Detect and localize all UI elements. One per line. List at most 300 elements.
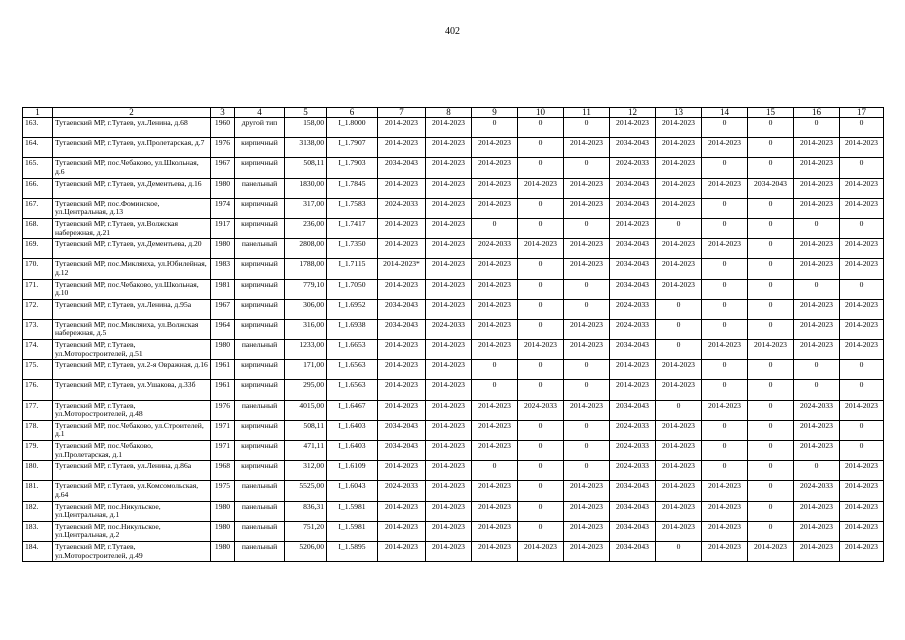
table-cell-c11: 2014-2023 <box>564 138 610 158</box>
table-cell-wall: панельный <box>235 481 285 501</box>
table-cell-c11: 2014-2023 <box>564 198 610 218</box>
table-cell-area: 4015,00 <box>285 400 327 420</box>
table-cell-c16: 2024-2033 <box>794 481 840 501</box>
table-cell-idx: I_1.7417 <box>327 218 378 238</box>
column-header: 9 <box>472 108 518 118</box>
table-cell-c13: 2014-2023 <box>656 481 702 501</box>
table-cell-c15: 0 <box>748 461 794 481</box>
table-cell-c12: 2024-2033 <box>610 420 656 440</box>
table-cell-wall: панельный <box>235 541 285 561</box>
table-cell-c15: 0 <box>748 380 794 400</box>
table-cell-n: 166. <box>23 178 53 198</box>
table-cell-c17: 2014-2023 <box>840 400 884 420</box>
table-cell-area: 171,00 <box>285 360 327 380</box>
table-cell-c13: 2014-2023 <box>656 441 702 461</box>
table-cell-c17: 2014-2023 <box>840 521 884 541</box>
table-cell-year: 1974 <box>211 198 235 218</box>
table-cell-c15: 0 <box>748 319 794 339</box>
table-cell-c13: 0 <box>656 299 702 319</box>
table-cell-c7: 2014-2023 <box>378 501 426 521</box>
table-cell-c16: 2014-2023 <box>794 420 840 440</box>
column-header: 8 <box>426 108 472 118</box>
table-row <box>23 319 884 339</box>
table-cell-wall: кирпичный <box>235 198 285 218</box>
table-cell-n: 178. <box>23 420 53 440</box>
table-cell-wall: кирпичный <box>235 360 285 380</box>
table-cell-c8: 2014-2023 <box>426 420 472 440</box>
table-cell-year: 1983 <box>211 259 235 279</box>
table-cell-c10: 0 <box>518 158 564 178</box>
table-cell-c17: 2014-2023 <box>840 198 884 218</box>
table-cell-c14: 2014-2023 <box>702 400 748 420</box>
table-row <box>23 501 884 521</box>
table-header-row <box>23 108 884 118</box>
column-header: 5 <box>285 108 327 118</box>
table-cell-c11: 2014-2023 <box>564 501 610 521</box>
table-cell-addr: Тутаевский МР, пос.Микляиха, ул.Юбилейная, д.12 <box>53 259 211 279</box>
table-cell-year: 1976 <box>211 138 235 158</box>
table-cell-c15: 0 <box>748 360 794 380</box>
table-cell-c7: 2034-2043 <box>378 420 426 440</box>
table-cell-year: 1960 <box>211 118 235 138</box>
table-cell-c11: 0 <box>564 279 610 299</box>
table-cell-n: 171. <box>23 279 53 299</box>
table-cell-c14: 0 <box>702 279 748 299</box>
table-cell-c12: 2034-2043 <box>610 178 656 198</box>
column-header: 2 <box>53 108 211 118</box>
table-cell-c7: 2024-2033 <box>378 481 426 501</box>
table-cell-c12: 2014-2023 <box>610 218 656 238</box>
table-cell-c14: 2014-2023 <box>702 521 748 541</box>
table-cell-year: 1961 <box>211 360 235 380</box>
table-cell-addr: Тутаевский МР, пос.Чебаково, ул.Строителей, д.1 <box>53 420 211 440</box>
table-cell-c14: 0 <box>702 158 748 178</box>
table-cell-c8: 2014-2023 <box>426 158 472 178</box>
table-cell-year: 1980 <box>211 178 235 198</box>
table-cell-n: 183. <box>23 521 53 541</box>
table-cell-c9: 2014-2023 <box>472 279 518 299</box>
table-cell-c17: 2014-2023 <box>840 340 884 360</box>
table-cell-c9: 2014-2023 <box>472 481 518 501</box>
table-cell-c14: 0 <box>702 420 748 440</box>
table-cell-c8: 2014-2023 <box>426 239 472 259</box>
table-cell-c11: 0 <box>564 218 610 238</box>
table-cell-c14: 0 <box>702 198 748 218</box>
table-cell-addr: Тутаевский МР, г.Тутаев, ул.Комсомольская, д.64 <box>53 481 211 501</box>
table-cell-c7: 2014-2023 <box>378 138 426 158</box>
table-cell-c12: 2034-2043 <box>610 138 656 158</box>
table-cell-year: 1964 <box>211 319 235 339</box>
table-cell-addr: Тутаевский МР, г.Тутаев, ул.Ленина, д.86а <box>53 461 211 481</box>
table-cell-area: 1233,00 <box>285 340 327 360</box>
table-cell-n: 170. <box>23 259 53 279</box>
table-cell-c17: 0 <box>840 158 884 178</box>
table-cell-c11: 2014-2023 <box>564 319 610 339</box>
table-cell-c10: 0 <box>518 259 564 279</box>
table-cell-idx: I_1.6403 <box>327 441 378 461</box>
table-cell-c8: 2014-2023 <box>426 400 472 420</box>
table-cell-c16: 2014-2023 <box>794 158 840 178</box>
table-cell-c7: 2034-2043 <box>378 158 426 178</box>
table-cell-c10: 0 <box>518 380 564 400</box>
table-cell-c16: 2024-2033 <box>794 400 840 420</box>
table-cell-area: 317,00 <box>285 198 327 218</box>
column-header: 12 <box>610 108 656 118</box>
table-cell-c15: 0 <box>748 239 794 259</box>
table-cell-addr: Тутаевский МР, пос.Фоминское, ул.Центральная, д.13 <box>53 198 211 218</box>
table-cell-c12: 2034-2043 <box>610 279 656 299</box>
table-cell-c13: 2014-2023 <box>656 279 702 299</box>
table-cell-area: 508,11 <box>285 158 327 178</box>
table-cell-idx: I_1.6938 <box>327 319 378 339</box>
table-cell-c17: 2014-2023 <box>840 259 884 279</box>
table-cell-area: 236,00 <box>285 218 327 238</box>
table-cell-n: 165. <box>23 158 53 178</box>
table-cell-c9: 2014-2023 <box>472 501 518 521</box>
table-cell-c17: 2014-2023 <box>840 138 884 158</box>
table-cell-c15: 0 <box>748 299 794 319</box>
table-cell-c10: 2014-2023 <box>518 541 564 561</box>
table-cell-year: 1975 <box>211 481 235 501</box>
table-row <box>23 279 884 299</box>
table-cell-idx: I_1.5981 <box>327 501 378 521</box>
table-cell-c10: 2014-2023 <box>518 178 564 198</box>
table-cell-c14: 2014-2023 <box>702 501 748 521</box>
table-cell-n: 168. <box>23 218 53 238</box>
table-cell-c9: 2014-2023 <box>472 198 518 218</box>
column-header: 4 <box>235 108 285 118</box>
table-cell-c8: 2014-2023 <box>426 299 472 319</box>
table-cell-wall: панельный <box>235 178 285 198</box>
table-cell-area: 158,00 <box>285 118 327 138</box>
table-cell-c12: 2024-2033 <box>610 158 656 178</box>
table-cell-idx: I_1.6563 <box>327 380 378 400</box>
column-header: 7 <box>378 108 426 118</box>
table-cell-c8: 2014-2023 <box>426 279 472 299</box>
table-cell-c7: 2034-2043 <box>378 319 426 339</box>
table-cell-c16: 2014-2023 <box>794 239 840 259</box>
table-cell-wall: кирпичный <box>235 380 285 400</box>
table-cell-year: 1980 <box>211 239 235 259</box>
table-cell-c16: 2014-2023 <box>794 501 840 521</box>
table-cell-addr: Тутаевский МР, пос.Чебаково, ул.Школьная, д.6 <box>53 158 211 178</box>
table-cell-c17: 0 <box>840 279 884 299</box>
table-cell-idx: I_1.5895 <box>327 541 378 561</box>
table-cell-c16: 2014-2023 <box>794 319 840 339</box>
table-cell-c12: 2034-2043 <box>610 340 656 360</box>
table-cell-year: 1980 <box>211 501 235 521</box>
table-cell-addr: Тутаевский МР, г.Тутаев, ул.Моторостроителей, д.51 <box>53 340 211 360</box>
table-row <box>23 420 884 440</box>
table-cell-c16: 0 <box>794 279 840 299</box>
table-cell-addr: Тутаевский МР, г.Тутаев, ул.Моторостроителей, д.48 <box>53 400 211 420</box>
table-cell-c9: 2014-2023 <box>472 400 518 420</box>
table-cell-c9: 2014-2023 <box>472 420 518 440</box>
table-cell-c7: 2014-2023 <box>378 541 426 561</box>
table-cell-c10: 0 <box>518 501 564 521</box>
table-cell-c9: 2014-2023 <box>472 441 518 461</box>
table-cell-c10: 0 <box>518 279 564 299</box>
table-cell-c14: 0 <box>702 319 748 339</box>
table-cell-c16: 0 <box>794 461 840 481</box>
table-cell-n: 169. <box>23 239 53 259</box>
table-cell-c10: 0 <box>518 299 564 319</box>
table-cell-c13: 2014-2023 <box>656 420 702 440</box>
table-cell-c16: 0 <box>794 118 840 138</box>
table-cell-wall: панельный <box>235 400 285 420</box>
table-cell-c11: 2014-2023 <box>564 259 610 279</box>
table-cell-c13: 2014-2023 <box>656 461 702 481</box>
table-cell-c7: 2014-2023* <box>378 259 426 279</box>
table-cell-wall: кирпичный <box>235 279 285 299</box>
table-row <box>23 178 884 198</box>
table-cell-c10: 0 <box>518 360 564 380</box>
table-cell-c7: 2014-2023 <box>378 118 426 138</box>
table-cell-c13: 2014-2023 <box>656 360 702 380</box>
table-cell-c13: 2014-2023 <box>656 178 702 198</box>
table-cell-c7: 2014-2023 <box>378 279 426 299</box>
table-cell-c15: 0 <box>748 158 794 178</box>
table-cell-addr: Тутаевский МР, пос.Микляиха, ул.Волжская набережная, д.5 <box>53 319 211 339</box>
column-header: 15 <box>748 108 794 118</box>
table-cell-c15: 2014-2023 <box>748 340 794 360</box>
table-cell-c14: 2014-2023 <box>702 340 748 360</box>
table-cell-c8: 2014-2023 <box>426 218 472 238</box>
table-cell-c17: 0 <box>840 420 884 440</box>
table-cell-c10: 0 <box>518 218 564 238</box>
table-cell-year: 1980 <box>211 521 235 541</box>
table-cell-c10: 2014-2023 <box>518 340 564 360</box>
table-cell-wall: кирпичный <box>235 420 285 440</box>
table-cell-c11: 0 <box>564 360 610 380</box>
table-cell-n: 172. <box>23 299 53 319</box>
table-cell-c12: 2014-2023 <box>610 360 656 380</box>
table-cell-wall: панельный <box>235 239 285 259</box>
table-cell-c11: 2014-2023 <box>564 178 610 198</box>
column-header: 14 <box>702 108 748 118</box>
table-cell-c13: 0 <box>656 319 702 339</box>
table-cell-n: 179. <box>23 441 53 461</box>
table-cell-wall: панельный <box>235 340 285 360</box>
table-cell-idx: I_1.6563 <box>327 360 378 380</box>
table-cell-area: 836,31 <box>285 501 327 521</box>
table-cell-c9: 2014-2023 <box>472 299 518 319</box>
table-cell-n: 163. <box>23 118 53 138</box>
table-cell-c8: 2014-2023 <box>426 441 472 461</box>
table-cell-c10: 0 <box>518 441 564 461</box>
table-row <box>23 541 884 561</box>
table-row <box>23 340 884 360</box>
table-cell-c16: 2014-2023 <box>794 198 840 218</box>
table-cell-c8: 2014-2023 <box>426 340 472 360</box>
table-cell-c16: 2014-2023 <box>794 138 840 158</box>
column-header: 6 <box>327 108 378 118</box>
table-cell-c17: 0 <box>840 360 884 380</box>
table-cell-c11: 0 <box>564 420 610 440</box>
table-cell-idx: I_1.6043 <box>327 481 378 501</box>
table-cell-c12: 2034-2043 <box>610 541 656 561</box>
table-cell-idx: I_1.7845 <box>327 178 378 198</box>
table-cell-c10: 0 <box>518 118 564 138</box>
table-cell-idx: I_1.8000 <box>327 118 378 138</box>
table-cell-area: 306,00 <box>285 299 327 319</box>
table-cell-c17: 2014-2023 <box>840 481 884 501</box>
table-cell-idx: I_1.6653 <box>327 340 378 360</box>
table-cell-area: 751,20 <box>285 521 327 541</box>
table-cell-c9: 2014-2023 <box>472 541 518 561</box>
table-cell-c8: 2014-2023 <box>426 178 472 198</box>
data-table <box>22 107 884 562</box>
table-cell-wall: другой тип <box>235 118 285 138</box>
table-cell-c10: 0 <box>518 319 564 339</box>
table-cell-year: 1967 <box>211 158 235 178</box>
table-cell-c8: 2014-2023 <box>426 521 472 541</box>
table-cell-c16: 0 <box>794 380 840 400</box>
table-cell-c7: 2034-2043 <box>378 441 426 461</box>
table-cell-c10: 0 <box>518 521 564 541</box>
table-cell-c13: 2014-2023 <box>656 521 702 541</box>
table-cell-n: 175. <box>23 360 53 380</box>
table-cell-addr: Тутаевский МР, г.Тутаев, ул.Ленина, д.95а <box>53 299 211 319</box>
table-cell-c12: 2034-2043 <box>610 521 656 541</box>
column-header: 3 <box>211 108 235 118</box>
table-row <box>23 441 884 461</box>
table-cell-c15: 0 <box>748 481 794 501</box>
table-cell-year: 1968 <box>211 461 235 481</box>
table-cell-addr: Тутаевский МР, пос.Чебаково, ул.Школьная, д.10 <box>53 279 211 299</box>
table-cell-c7: 2014-2023 <box>378 521 426 541</box>
table-cell-c11: 2014-2023 <box>564 239 610 259</box>
table-cell-c11: 0 <box>564 441 610 461</box>
table-cell-idx: I_1.5981 <box>327 521 378 541</box>
table-cell-year: 1971 <box>211 420 235 440</box>
column-header: 10 <box>518 108 564 118</box>
table-cell-c8: 2014-2023 <box>426 461 472 481</box>
table-row <box>23 380 884 400</box>
table-cell-c16: 2014-2023 <box>794 340 840 360</box>
table-cell-c8: 2014-2023 <box>426 259 472 279</box>
table-cell-c13: 2014-2023 <box>656 259 702 279</box>
column-header: 16 <box>794 108 840 118</box>
table-cell-c10: 2014-2023 <box>518 239 564 259</box>
table-cell-addr: Тутаевский МР, г.Тутаев, ул.2-я Овражная, д.16 <box>53 360 211 380</box>
table-cell-c15: 2034-2043 <box>748 178 794 198</box>
table-cell-c17: 0 <box>840 441 884 461</box>
table-cell-year: 1980 <box>211 541 235 561</box>
table-cell-c11: 0 <box>564 380 610 400</box>
table-cell-c17: 2014-2023 <box>840 319 884 339</box>
table-cell-c14: 2014-2023 <box>702 138 748 158</box>
table-cell-c9: 2014-2023 <box>472 178 518 198</box>
table-cell-c7: 2014-2023 <box>378 461 426 481</box>
table-cell-c9: 2014-2023 <box>472 340 518 360</box>
table-cell-c8: 2014-2023 <box>426 380 472 400</box>
table-cell-c15: 0 <box>748 138 794 158</box>
table-cell-n: 164. <box>23 138 53 158</box>
table-cell-c13: 2014-2023 <box>656 501 702 521</box>
table-cell-c12: 2024-2033 <box>610 461 656 481</box>
table-cell-c15: 2014-2023 <box>748 541 794 561</box>
table-cell-area: 312,00 <box>285 461 327 481</box>
table-row <box>23 239 884 259</box>
table-cell-c13: 0 <box>656 218 702 238</box>
table-cell-c14: 2014-2023 <box>702 239 748 259</box>
table-cell-c13: 2014-2023 <box>656 118 702 138</box>
table-cell-c12: 2024-2033 <box>610 441 656 461</box>
table-cell-c11: 2014-2023 <box>564 481 610 501</box>
table-cell-c15: 0 <box>748 279 794 299</box>
table-cell-idx: I_1.7050 <box>327 279 378 299</box>
table-cell-addr: Тутаевский МР, г.Тутаев, ул.Дементьева, д.16 <box>53 178 211 198</box>
table-row <box>23 521 884 541</box>
table-cell-c14: 0 <box>702 380 748 400</box>
table-cell-n: 167. <box>23 198 53 218</box>
table-cell-c10: 0 <box>518 461 564 481</box>
table-cell-c7: 2014-2023 <box>378 400 426 420</box>
table-cell-c16: 2014-2023 <box>794 541 840 561</box>
table-cell-c16: 2014-2023 <box>794 521 840 541</box>
table-cell-c11: 2014-2023 <box>564 541 610 561</box>
table-row <box>23 138 884 158</box>
table-cell-c11: 0 <box>564 158 610 178</box>
table-cell-c9: 2014-2023 <box>472 259 518 279</box>
table-cell-addr: Тутаевский МР, г.Тутаев, ул.Ушакова, д.33б <box>53 380 211 400</box>
table-cell-c14: 0 <box>702 118 748 138</box>
table-cell-c12: 2024-2033 <box>610 299 656 319</box>
table-cell-addr: Тутаевский МР, г.Тутаев, ул.Моторостроителей, д.49 <box>53 541 211 561</box>
table-cell-c13: 2014-2023 <box>656 239 702 259</box>
table-cell-c8: 2014-2023 <box>426 541 472 561</box>
table-row <box>23 360 884 380</box>
table-cell-area: 1830,00 <box>285 178 327 198</box>
table-cell-c9: 0 <box>472 218 518 238</box>
table-cell-year: 1917 <box>211 218 235 238</box>
table-row <box>23 461 884 481</box>
table-cell-c12: 2034-2043 <box>610 501 656 521</box>
table-cell-c17: 2014-2023 <box>840 501 884 521</box>
table-cell-addr: Тутаевский МР, г.Тутаев, ул.Ленина, д.68 <box>53 118 211 138</box>
table-cell-c7: 2014-2023 <box>378 239 426 259</box>
table-cell-wall: кирпичный <box>235 299 285 319</box>
table-cell-c16: 0 <box>794 218 840 238</box>
table-cell-c7: 2014-2023 <box>378 340 426 360</box>
table-cell-wall: кирпичный <box>235 259 285 279</box>
column-header: 17 <box>840 108 884 118</box>
table-cell-c7: 2014-2023 <box>378 178 426 198</box>
table-cell-wall: кирпичный <box>235 218 285 238</box>
table-cell-c7: 2024-2033 <box>378 198 426 218</box>
table-cell-c14: 0 <box>702 441 748 461</box>
table-row <box>23 400 884 420</box>
table-cell-c7: 2014-2023 <box>378 380 426 400</box>
table-cell-idx: I_1.7115 <box>327 259 378 279</box>
table-cell-c17: 0 <box>840 118 884 138</box>
table-cell-c13: 2014-2023 <box>656 198 702 218</box>
table-cell-c8: 2014-2023 <box>426 138 472 158</box>
table-cell-c17: 0 <box>840 218 884 238</box>
table-cell-c8: 2014-2023 <box>426 198 472 218</box>
table-cell-wall: кирпичный <box>235 461 285 481</box>
table-cell-c8: 2014-2023 <box>426 118 472 138</box>
table-cell-idx: I_1.7903 <box>327 158 378 178</box>
table-cell-idx: I_1.7583 <box>327 198 378 218</box>
table-cell-c12: 2034-2043 <box>610 400 656 420</box>
table-cell-c14: 2014-2023 <box>702 178 748 198</box>
table-cell-area: 1788,00 <box>285 259 327 279</box>
table-cell-c14: 0 <box>702 461 748 481</box>
table-cell-c13: 0 <box>656 541 702 561</box>
table-cell-addr: Тутаевский МР, г.Тутаев, ул.Волжская набережная, д.21 <box>53 218 211 238</box>
